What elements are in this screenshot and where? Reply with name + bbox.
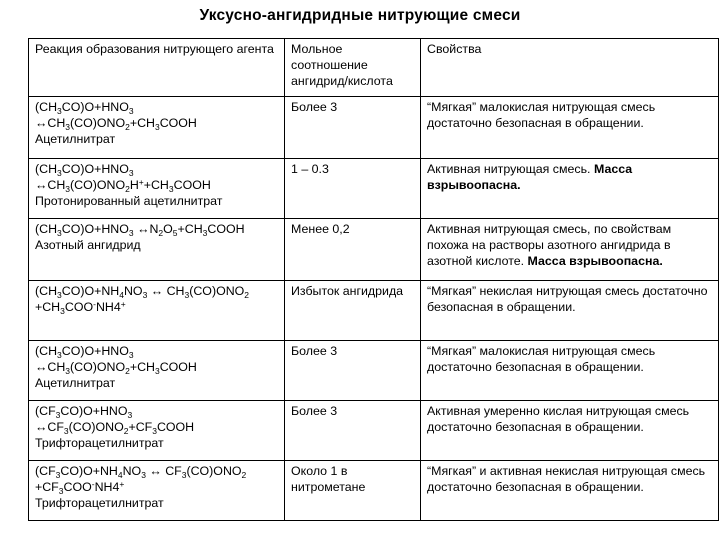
properties-cell: “Мягкая” и активная некислая нитрующая смесь достаточно безопасная в обращении. xyxy=(421,461,719,521)
properties-cell xyxy=(421,219,719,281)
reaction-line-2: $+CF_3COO^-NH4^+$ xyxy=(35,478,125,496)
nitrating-mixtures-table xyxy=(28,38,719,521)
reaction-line-1: $(CF_3CO)O+NH_4NO_3$ ↔ $CF_3(CO)ONO_2$ xyxy=(35,464,247,480)
reaction-line-1: $(CH_3CO)O+HNO_3$ $\leftrightarrow N_2O_5+CH_3COOH$ xyxy=(35,222,245,238)
reaction-cell xyxy=(29,219,285,281)
table-row xyxy=(29,341,719,401)
ratio-cell: 1 – 0.3 xyxy=(285,159,421,219)
table-row xyxy=(29,97,719,159)
agent-name: Азотный ангидрид xyxy=(35,237,141,252)
reaction-line-2: $\leftrightarrow CH_3(CO)ONO_2H^++CH_3COOH$ xyxy=(35,176,211,194)
agent-name: Трифторацетилнитрат xyxy=(35,435,164,450)
reaction-line-2: $\leftrightarrow CF_3(CO)ONO_2+CF_3COOH$ xyxy=(35,419,195,436)
table-header-row xyxy=(29,39,719,97)
table-row xyxy=(29,219,719,281)
ratio-cell: Более 3 xyxy=(285,341,421,401)
reaction-line-2: $+CH_3COO^-NH4^+$ xyxy=(35,298,126,316)
table-row xyxy=(29,281,719,341)
reaction-line-1: $(CH_3CO)O+HNO_3$ xyxy=(35,162,134,178)
properties-cell: Активная умеренно кислая нитрующая смесь достаточно безопасная в обращении. xyxy=(421,401,719,461)
ratio-cell: Избыток ангидрида xyxy=(285,281,421,341)
header-ratio: Мольное соотношение ангидрид/кислота xyxy=(285,39,421,97)
agent-name: Трифторацетилнитрат xyxy=(35,495,164,510)
reaction-cell xyxy=(29,401,285,461)
reaction-cell xyxy=(29,461,285,521)
properties-text: Активная нитрующая смесь, по свойствам похожа на растворы азотного ангидрида в азотной кислоте. xyxy=(427,222,672,268)
properties-cell: “Мягкая” малокислая нитрующая смесь достаточно безопасная в обращении. xyxy=(421,341,719,401)
ratio-cell: Около 1 в нитрометане xyxy=(285,461,421,521)
reaction-cell xyxy=(29,281,285,341)
header-properties: Свойства xyxy=(421,39,719,97)
agent-name: Протонированный ацетилнитрат xyxy=(35,193,223,208)
reaction-cell xyxy=(29,97,285,159)
page-title: Уксусно-ангидридные нитрующие смеси xyxy=(199,7,521,24)
ratio-cell: Менее 0,2 xyxy=(285,219,421,281)
table-row xyxy=(29,159,719,219)
reaction-line-1: $(CF_3CO)O+HNO_3$ xyxy=(35,404,133,420)
reaction-line-1: $(CH_3CO)O+HNO_3$ xyxy=(35,100,134,116)
header-reaction: Реакция образования нитрующего агента xyxy=(29,39,285,97)
properties-cell: “Мягкая” малокислая нитрующая смесь достаточно безопасная в обращении. xyxy=(421,97,719,159)
table-row xyxy=(29,461,719,521)
properties-text: Активная нитрующая смесь. xyxy=(427,162,591,176)
table-row xyxy=(29,401,719,461)
ratio-cell: Более 3 xyxy=(285,401,421,461)
agent-name: Ацетилнитрат xyxy=(35,131,116,146)
properties-cell xyxy=(421,159,719,219)
reaction-line-1: $(CH_3CO)O+NH_4NO_3$ ↔ $CH_3(CO)ONO_2$ xyxy=(35,284,250,300)
reaction-line-1: $(CH_3CO)O+HNO_3$ xyxy=(35,344,134,360)
warning-text: Масса взрывоопасна. xyxy=(427,162,633,192)
warning-text: Масса взрывоопасна. xyxy=(527,253,663,268)
ratio-cell: Более 3 xyxy=(285,97,421,159)
reaction-line-2: $\leftrightarrow CH_3(CO)ONO_2+CH_3COOH$ xyxy=(35,359,197,376)
reaction-cell xyxy=(29,341,285,401)
reaction-cell xyxy=(29,159,285,219)
reaction-line-2: $\leftrightarrow CH_3(CO)ONO_2+CH_3COOH$ xyxy=(35,115,197,132)
properties-cell: “Мягкая” некислая нитрующая смесь достаточно безопасная в обращении. xyxy=(421,281,719,341)
agent-name: Ацетилнитрат xyxy=(35,375,116,390)
